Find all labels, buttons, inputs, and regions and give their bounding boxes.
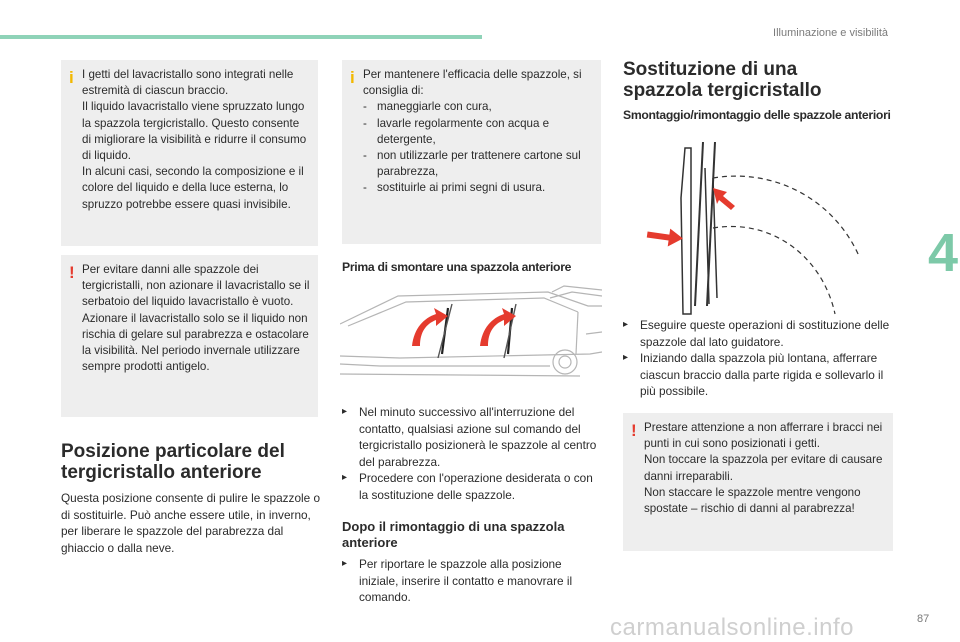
wiper-blade: [681, 148, 691, 314]
info-note-text: [82, 67, 310, 213]
watermark: carmanualsonline.info: [610, 614, 854, 641]
step-text: Iniziando dalla spazzola più lontana, afferrare ciascun braccio dalla parte rigida e sollevarlo il più possibile.: [640, 351, 884, 399]
bullet-icon: ▸: [623, 319, 629, 330]
chapter-number: 4: [928, 223, 959, 283]
replacement-steps: [623, 317, 893, 400]
steps-before: [342, 404, 600, 504]
step-text: Eseguire queste operazioni di sostituzione delle spazzole dal lato guidatore.: [640, 318, 890, 349]
subheading-after-refit: Dopo il rimontaggio di una spazzola anteriore: [342, 519, 565, 550]
bullet-list: [342, 404, 600, 504]
list-item: [342, 470, 600, 503]
list-item: [342, 556, 600, 606]
list-item: - non utilizzarle per trattenere cartone sul parabrezza,: [363, 148, 593, 180]
pull-arrow: [713, 188, 735, 210]
bullet-icon: ▸: [342, 406, 348, 417]
header-accent-bar: [0, 35, 482, 39]
sweep-paths: [713, 176, 859, 314]
bullet-icon: ▸: [623, 352, 629, 364]
paragraph: Per mantenere l'efficacia delle spazzole, si consiglia di:: [363, 68, 582, 98]
car-body-outline: [340, 286, 602, 376]
info-note-text: [363, 67, 593, 197]
info-note: [342, 60, 601, 244]
paragraph: Non staccare le spazzole mentre vengono spostate – rischio di danni al parabrezza!: [644, 485, 861, 516]
section-title: Illuminazione e visibilità: [773, 27, 888, 39]
lift-arrows: [412, 308, 516, 346]
section-heading: Sostituzione di una spazzola tergicristallo: [623, 59, 822, 101]
paragraph: Non toccare la spazzola per evitare di causare danni irreparabili.: [644, 453, 883, 483]
list-item: [342, 404, 600, 470]
section-heading: Posizione particolare del tergicristallo anteriore: [61, 441, 285, 483]
bullet-list: [342, 556, 600, 606]
list-item: [623, 317, 893, 350]
warning-note: [61, 255, 318, 417]
bullet-icon: ▸: [342, 558, 348, 569]
paragraph: In alcuni casi, secondo la composizione e il colore del liquido e della luce esterna, lo spruzzo potrebbe essere quasi invisibile.: [82, 165, 304, 211]
list-item: - sostituirle ai primi segni di usura.: [363, 180, 593, 196]
warning-icon: !: [69, 263, 75, 282]
wiper-arm-raised: [695, 142, 715, 306]
paragraph: Il liquido lavacristallo viene spruzzato lungo la spazzola tergicristallo. Questo consente di migliorare la visibilità e ridurre il consumo di liquido.: [82, 100, 307, 163]
section-body: Questa posizione consente di pulire le spazzole o di sostituirle. Può anche essere utile, in inverno, per liberare le spazzole del parabrezza dal ghiaccio o dalla neve.: [61, 491, 321, 555]
warning-note-text: [644, 420, 885, 517]
info-icon: i: [69, 68, 74, 87]
wiper-arms: [442, 308, 512, 354]
subheading-before-removal: Prima di smontare una spazzola anteriore: [342, 260, 572, 274]
windscreen-illustration: [340, 284, 602, 380]
step-text: Per riportare le spazzole alla posizione iniziale, inserire il contatto e manovrare il comando.: [359, 557, 573, 605]
wiper-replacement-illustration: [623, 138, 895, 316]
info-icon: i: [350, 68, 355, 87]
warning-icon: !: [631, 421, 637, 440]
step-text: Procedere con l'operazione desiderata o con la sostituzione delle spazzole.: [359, 471, 593, 502]
info-note: [61, 60, 318, 246]
bullet-list: [623, 317, 893, 400]
paragraph: Per evitare danni alle spazzole dei tergicristalli, non azionare il lavacristallo se il serbatoio del liquido lavacristallo è vuoto.: [82, 263, 310, 309]
step-text: Nel minuto successivo all'interruzione del contatto, qualsiasi azione sul comando del tergicristallo posizionerà le spazzole al centro del parabrezza.: [359, 405, 597, 469]
list-item: [623, 350, 893, 400]
advice-list: [363, 99, 593, 196]
bullet-icon: ▸: [342, 472, 348, 484]
subheading-removal: Smontaggio/rimontaggio delle spazzole anteriori: [623, 108, 891, 122]
steps-after: [342, 556, 600, 606]
paragraph: I getti del lavacristallo sono integrati nelle estremità di ciascun braccio.: [82, 68, 294, 98]
pull-arrow: [646, 226, 684, 249]
paragraph: Azionare il lavacristallo solo se il liquido non rischia di gelare sul parabrezza e ostacolare la visibilità. Nel periodo invernale utilizzare sempre prodotti antigelo.: [82, 311, 309, 374]
warning-note: [623, 413, 893, 551]
page-number: 87: [917, 613, 930, 625]
list-item: - maneggiarle con cura,: [363, 99, 593, 115]
warning-note-text: [82, 262, 310, 375]
paragraph: Prestare attenzione a non afferrare i bracci nei punti in cui sono posizionati i getti.: [644, 421, 883, 451]
list-item: - lavarle regolarmente con acqua e detergente,: [363, 116, 593, 148]
